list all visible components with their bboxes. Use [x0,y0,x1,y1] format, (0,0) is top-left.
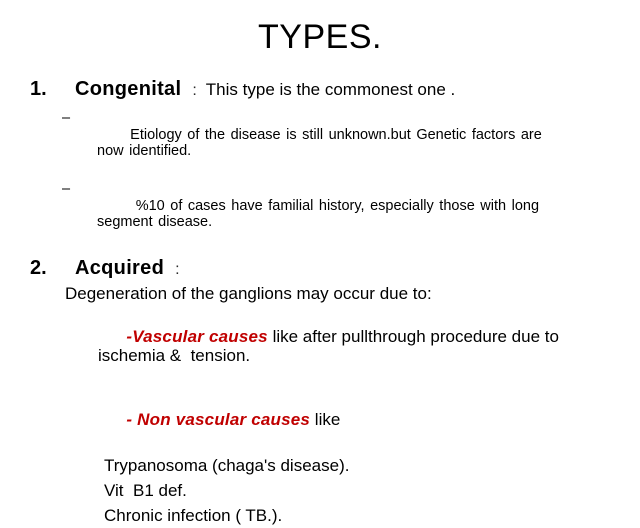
item-text: This type is the commonest one . [205,80,456,99]
dash-bullet-icon: – [62,181,71,197]
example-chronic-infection: Chronic infection ( TB.). [104,506,283,525]
item-label-congenital: Congenital [75,78,182,100]
vascular-causes-highlight: -Vascular causes [126,327,268,346]
sub-bullet-etiology [62,110,548,176]
item-number: 1. [30,78,47,100]
vascular-causes-text: like after pullthrough procedure due to ischemia & tension. [98,327,564,365]
sub-bullet-familial [62,181,548,247]
nonvascular-examples [30,453,626,528]
slide-body [30,78,626,528]
vascular-causes-line [88,308,564,384]
colon-separator: : [192,82,197,99]
nonvascular-causes-highlight: - Non vascular causes [126,410,311,429]
item-number: 2. [30,257,47,279]
dash-bullet-icon: – [62,110,71,126]
colon-separator: : [175,261,180,278]
item-label-acquired: Acquired [75,257,165,279]
nonvascular-causes-text: like [310,410,341,429]
example-trypanosoma: Trypanosoma (chaga's disease). [104,456,350,475]
nonvascular-causes-line [88,391,560,448]
sub-bullet-text: Etiology of the disease is still unknown.but Genetic factors are now identified. [97,126,548,159]
example-vit-b1: Vit B1 def. [104,481,187,500]
acquired-intro-text: Degeneration of the ganglions may occur due to: [65,284,432,303]
list-item-congenital [30,78,626,101]
sub-bullet-text: %10 of cases have familial history, especially those with long segment disease. [97,197,545,230]
slide-title: TYPES. [258,18,382,56]
list-item-acquired [30,257,626,280]
